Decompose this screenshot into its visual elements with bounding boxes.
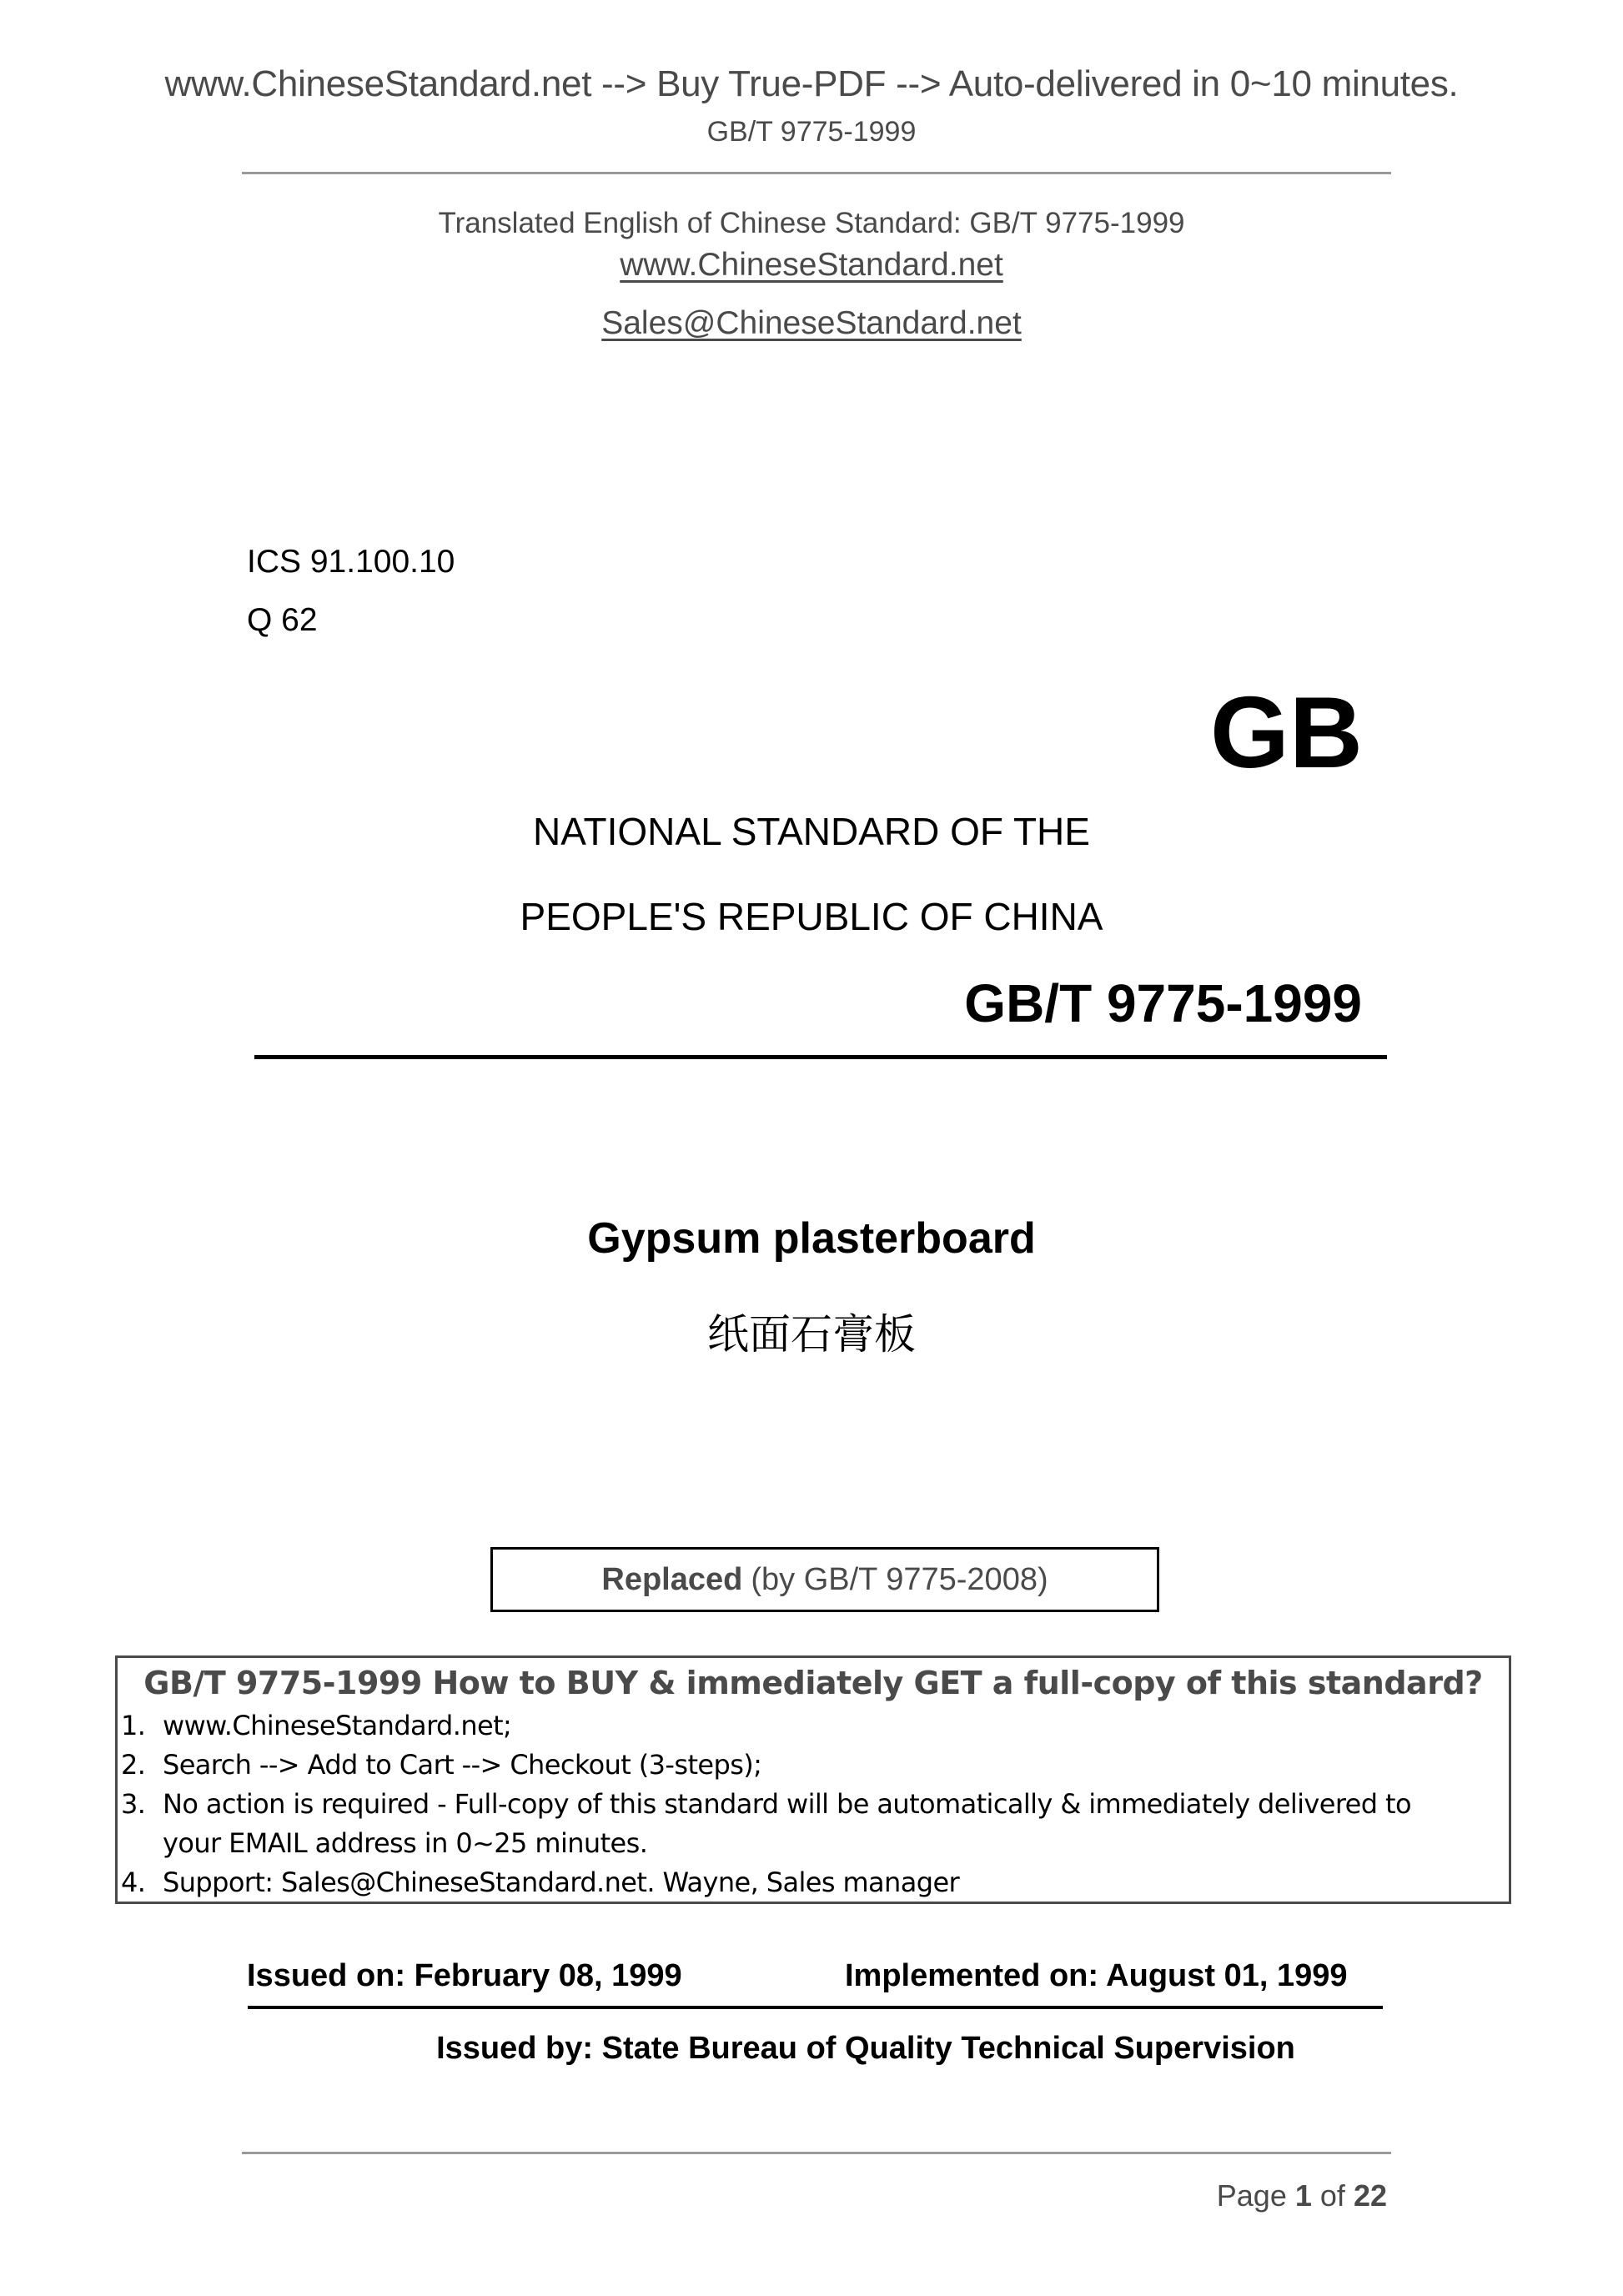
step-text: Search --> Add to Cart --> Checkout (3-steps);: [163, 1749, 762, 1781]
document-title: Gypsum plasterboard: [587, 1214, 1036, 1263]
email-link[interactable]: Sales@ChineseStandard.net: [601, 305, 1022, 341]
status-label: Replaced: [601, 1561, 743, 1597]
ics-code: ICS 91.100.10: [247, 544, 455, 580]
header-banner: www.ChineseStandard.net --> Buy True-PDF --> Auto-delivered in 0~10 minutes.: [164, 63, 1459, 104]
ccs-code: Q 62: [247, 602, 318, 638]
title-divider: [254, 1055, 1387, 1059]
national-standard-line2: PEOPLE'S REPUBLIC OF CHINA: [520, 895, 1103, 938]
step-text[interactable]: www.ChineseStandard.net;: [163, 1710, 512, 1741]
header-divider: [242, 172, 1391, 174]
step-text: Support: Sales@ChineseStandard.net. Wayne, Sales manager: [163, 1866, 960, 1898]
national-standard-line1: NATIONAL STANDARD OF THE: [533, 810, 1090, 853]
purchase-step: [118, 1785, 1509, 1824]
step-number: 1.: [121, 1710, 146, 1741]
step-text: No action is required - Full-copy of this standard will be automatically & immediately delivered to: [163, 1788, 1411, 1820]
gb-mark: GB: [1210, 676, 1363, 789]
email-link-row: [0, 305, 1623, 342]
page-current: 1: [1294, 2178, 1312, 2213]
purchase-step: [118, 1706, 1509, 1746]
purchase-info-box: [115, 1655, 1511, 1904]
status-detail: (by GB/T 9775-2008): [751, 1561, 1048, 1597]
issuing-authority: Issued by: State Bureau of Quality Technical Supervision: [436, 2031, 1295, 2066]
standard-number: GB/T 9775-1999: [964, 973, 1362, 1033]
step-number: 4.: [121, 1866, 146, 1898]
footer-divider: [242, 2152, 1391, 2154]
dates-divider: [248, 2006, 1383, 2009]
status-badge: [490, 1547, 1159, 1612]
step-number: 2.: [121, 1749, 146, 1781]
page-total: 22: [1353, 2178, 1387, 2213]
purchase-step-continuation: your EMAIL address in 0~25 minutes.: [163, 1827, 648, 1859]
issued-on-date: Issued on: February 08, 1999: [247, 1958, 682, 1993]
website-link-row: [0, 247, 1623, 284]
header-doc-code: GB/T 9775-1999: [706, 116, 917, 148]
page-of: of: [1319, 2178, 1345, 2213]
website-link[interactable]: www.ChineseStandard.net: [620, 247, 1003, 283]
page-indicator: [1217, 2178, 1387, 2213]
purchase-info-title: GB/T 9775-1999 How to BUY & immediately GET a full-copy of this standard?: [143, 1665, 1483, 1701]
page-prefix: Page: [1216, 2178, 1287, 2213]
document-title-chinese: 纸面石膏板: [707, 1310, 916, 1359]
purchase-step: [118, 1746, 1509, 1785]
step-number: 3.: [121, 1788, 146, 1820]
implemented-on-date: Implemented on: August 01, 1999: [845, 1958, 1348, 1993]
purchase-step: [118, 1863, 1509, 1902]
purchase-steps: [118, 1706, 1509, 1902]
translation-notice: Translated English of Chinese Standard: GB/T 9775-1999: [438, 207, 1185, 239]
